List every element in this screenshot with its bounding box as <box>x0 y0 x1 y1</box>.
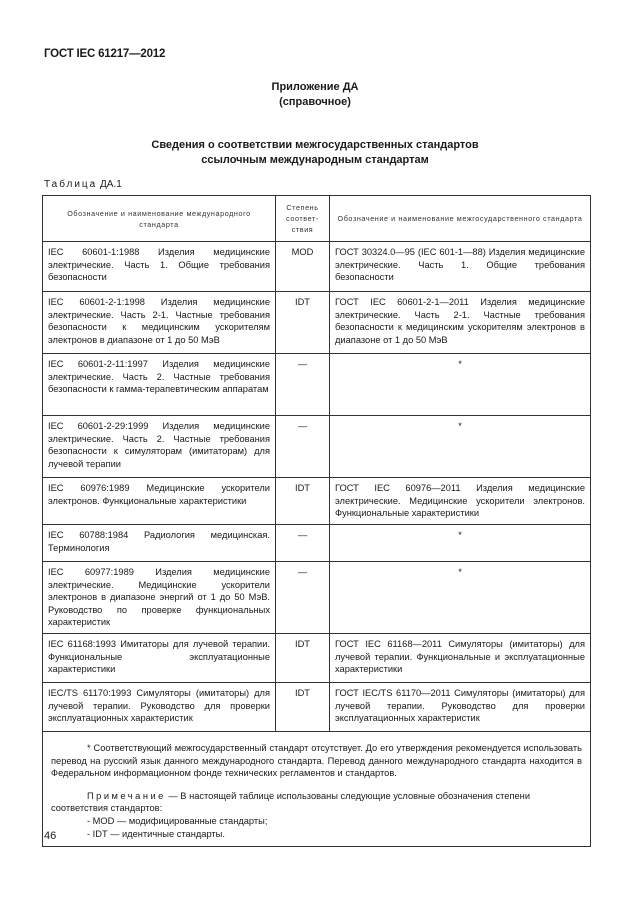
degree-cell: — <box>276 562 330 634</box>
table-note <box>51 790 582 815</box>
degree-cell: IDT <box>276 478 330 525</box>
page-number: 46 <box>44 830 57 842</box>
interstate-standard-cell: ГОСТ 30324.0—95 (IEC 601-1—88) Изделия медицинские электрические. Часть 1. Общие требования безопасности <box>330 242 591 292</box>
document-code: ГОСТ IEC 61217—2012 <box>44 48 166 60</box>
table-row <box>43 292 591 354</box>
interstate-standard-cell: ГОСТ IEC 60976—2011 Изделия медицинские электрические. Медицинские ускорители электронов. Функциональные характеристики <box>330 478 591 525</box>
header-interstate-standard: Обозначение и наименование межгосударственного стандарта <box>330 196 591 242</box>
degree-cell: IDT <box>276 682 330 731</box>
note-item-mod: - MOD — модифицированные стандарты; <box>87 815 268 826</box>
interstate-standard-cell: * <box>330 354 591 416</box>
table-row <box>43 525 591 562</box>
interstate-standard-cell: * <box>330 416 591 478</box>
annex-subtitle: (справочное) <box>279 96 351 108</box>
header-degree: Степень соответ-ствия <box>276 196 330 242</box>
note-item-idt: - IDT — идентичные стандарты. <box>87 828 225 839</box>
interstate-standard-cell: ГОСТ IEC/TS 61170—2011 Симуляторы (имитаторы) для лучевой терапии. Руководство для проверки эксплуатационных характеристик <box>330 682 591 731</box>
degree-cell: — <box>276 525 330 562</box>
intl-standard-cell: IEC 60976:1989 Медицинские ускорители электронов. Функциональные характеристики <box>43 478 276 525</box>
intl-standard-cell: IEC 60601-2-1:1998 Изделия медицинские электрические. Часть 2-1. Частные требования безопасности к медицинским ускорителям электронов в диапазоне от 1 до 50 МэВ <box>43 292 276 354</box>
annex-heading <box>0 80 630 110</box>
intl-standard-cell: IEC 60601-2-11:1997 Изделия медицинские электрические. Часть 2. Частные требования безопасности к гамма-терапевтическим аппаратам <box>43 354 276 416</box>
table-footnote: * Соответствующий межгосударственный стандарт отсутствует. До его утверждения рекомендуется использовать перевод на русский язык данного международного стандарта. Перевод данного международного стандарта находится в Федеральном информационном фонде технических регламентов и стандартов. <box>51 742 582 779</box>
intl-standard-cell: IEC 61168:1993 Имитаторы для лучевой терапии. Функциональные эксплуатационные характеристики <box>43 633 276 682</box>
table-row <box>43 682 591 731</box>
interstate-standard-cell: * <box>330 525 591 562</box>
table-label-prefix: Таблица <box>44 179 98 190</box>
table-label <box>44 179 122 190</box>
degree-cell: IDT <box>276 633 330 682</box>
section-title <box>0 138 630 168</box>
annex-title: Приложение ДА <box>271 81 359 93</box>
intl-standard-cell: IEC 60977:1989 Изделия медицинские электрические. Медицинские ускорители электронов в диапазоне энергий от 1 до 50 МэВ. Руководство по проверке функциональных характеристик <box>43 562 276 634</box>
header-international-standard: Обозначение и наименование международного стандарта <box>43 196 276 242</box>
note-text: — В настоящей таблице использованы следующие условные обозначения степени соответствия стандартов: <box>51 790 531 814</box>
degree-cell: — <box>276 416 330 478</box>
interstate-standard-cell: ГОСТ IEC 61168—2011 Симуляторы (имитаторы) для лучевой терапии. Функциональные и эксплуатационные характеристики <box>330 633 591 682</box>
table-row <box>43 416 591 478</box>
table-row <box>43 478 591 525</box>
interstate-standard-cell: ГОСТ IEC 60601-2-1—2011 Изделия медицинские электрические. Часть 2-1. Частные требования безопасности к медицинским ускорителям электронов в диапазоне от 1 до 50 МэВ <box>330 292 591 354</box>
table-header-row <box>43 196 591 242</box>
note-label: Примечание <box>87 790 166 801</box>
table-row <box>43 354 591 416</box>
intl-standard-cell: IEC 60601-1:1988 Изделия медицинские электрические. Часть 1. Общие требования безопасности <box>43 242 276 292</box>
table-row <box>43 562 591 634</box>
section-title-line-2: ссылочным международным стандартам <box>201 154 429 166</box>
table-row <box>43 242 591 292</box>
degree-cell: IDT <box>276 292 330 354</box>
section-title-line-1: Сведения о соответствии межгосударственных стандартов <box>151 139 479 151</box>
correspondence-table <box>42 195 591 847</box>
interstate-standard-cell: * <box>330 562 591 634</box>
table-label-number: ДА.1 <box>100 179 122 190</box>
intl-standard-cell: IEC/TS 61170:1993 Симуляторы (имитаторы) для лучевой терапии. Руководство для проверки эксплуатационных характеристик <box>43 682 276 731</box>
table-notes-row <box>43 731 591 846</box>
intl-standard-cell: IEC 60788:1984 Радиология медицинская. Терминология <box>43 525 276 562</box>
table-notes <box>43 731 591 846</box>
intl-standard-cell: IEC 60601-2-29:1999 Изделия медицинские электрические. Часть 2. Частные требования безопасности к симуляторам (имитаторам) для лучевой терапии <box>43 416 276 478</box>
degree-cell: — <box>276 354 330 416</box>
table-row <box>43 633 591 682</box>
degree-cell: MOD <box>276 242 330 292</box>
